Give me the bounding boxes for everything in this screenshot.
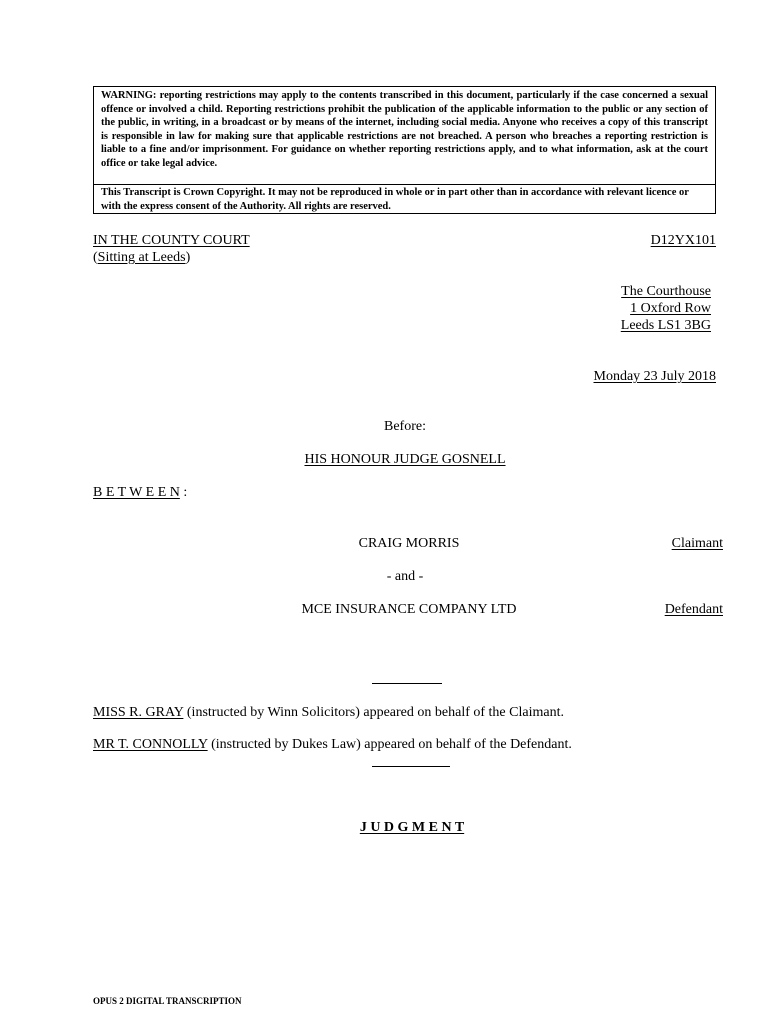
footer-transcriber: OPUS 2 DIGITAL TRANSCRIPTION	[93, 996, 242, 1006]
claimant-name: CRAIG MORRIS	[358, 536, 460, 551]
address-line-2: 1 Oxford Row	[630, 301, 711, 316]
court-sitting-place: Sitting at Leeds	[97, 250, 186, 265]
judge-name: HIS HONOUR JUDGE GOSNELL	[304, 452, 506, 467]
counsel-claimant-name: MISS R. GRAY	[93, 705, 184, 720]
court-name: IN THE COUNTY COURT	[93, 233, 250, 248]
warning-divider	[94, 184, 715, 185]
copyright-notice: This Transcript is Crown Copyright. It may not be reproduced in whole or in part other than in accordance with relevant licence or with the express consent of the Authority. All rights are reserved.	[101, 187, 689, 212]
between-colon: :	[183, 485, 188, 500]
judgment-heading: J U D G M E N T	[359, 820, 465, 835]
counsel-claimant-details: (instructed by Winn Solicitors) appeared on behalf of the Claimant.	[183, 705, 564, 720]
court-sitting: (Sitting at Leeds)	[93, 250, 191, 265]
counsel-defendant-name: MR T. CONNOLLY	[93, 737, 208, 752]
between-heading	[93, 484, 187, 501]
counsel-defendant-details: (instructed by Dukes Law) appeared on behalf of the Defendant.	[207, 737, 572, 752]
hearing-date: Monday 23 July 2018	[593, 369, 716, 384]
and-separator: - and -	[386, 569, 424, 584]
counsel-defendant	[93, 736, 572, 753]
before-label: Before:	[384, 419, 426, 434]
defendant-role: Defendant	[664, 602, 723, 617]
case-number: D12YX101	[650, 233, 716, 248]
between-label: B E T W E E N	[93, 485, 180, 500]
warning-text: WARNING: reporting restrictions may apply to the contents transcribed in this document, particularly if the case concerned a sexual offence or involved a child. Reporting restrictions prohibit the publication of the applicable information to the public or any section of the public, in writing, in a broadcast or by means of the internet, including social media. Anyone who receives a copy of this transcript is responsible in law for making sure that applicable restrictions are not breached. A person who breaches a reporting restriction is liable to a fine and/or imprisonment. For guidance on whether reporting restrictions apply, and to what information, ask at the court office or take legal advice.	[101, 90, 708, 169]
reporting-restrictions-box	[93, 86, 716, 214]
address-line-3: Leeds LS1 3BG	[620, 318, 711, 333]
separator-rule-bottom	[372, 766, 450, 767]
claimant-role: Claimant	[671, 536, 723, 551]
separator-rule-top	[372, 683, 442, 684]
defendant-name: MCE INSURANCE COMPANY LTD	[301, 602, 517, 617]
counsel-claimant	[93, 704, 564, 721]
address-line-1: The Courthouse	[621, 284, 711, 299]
